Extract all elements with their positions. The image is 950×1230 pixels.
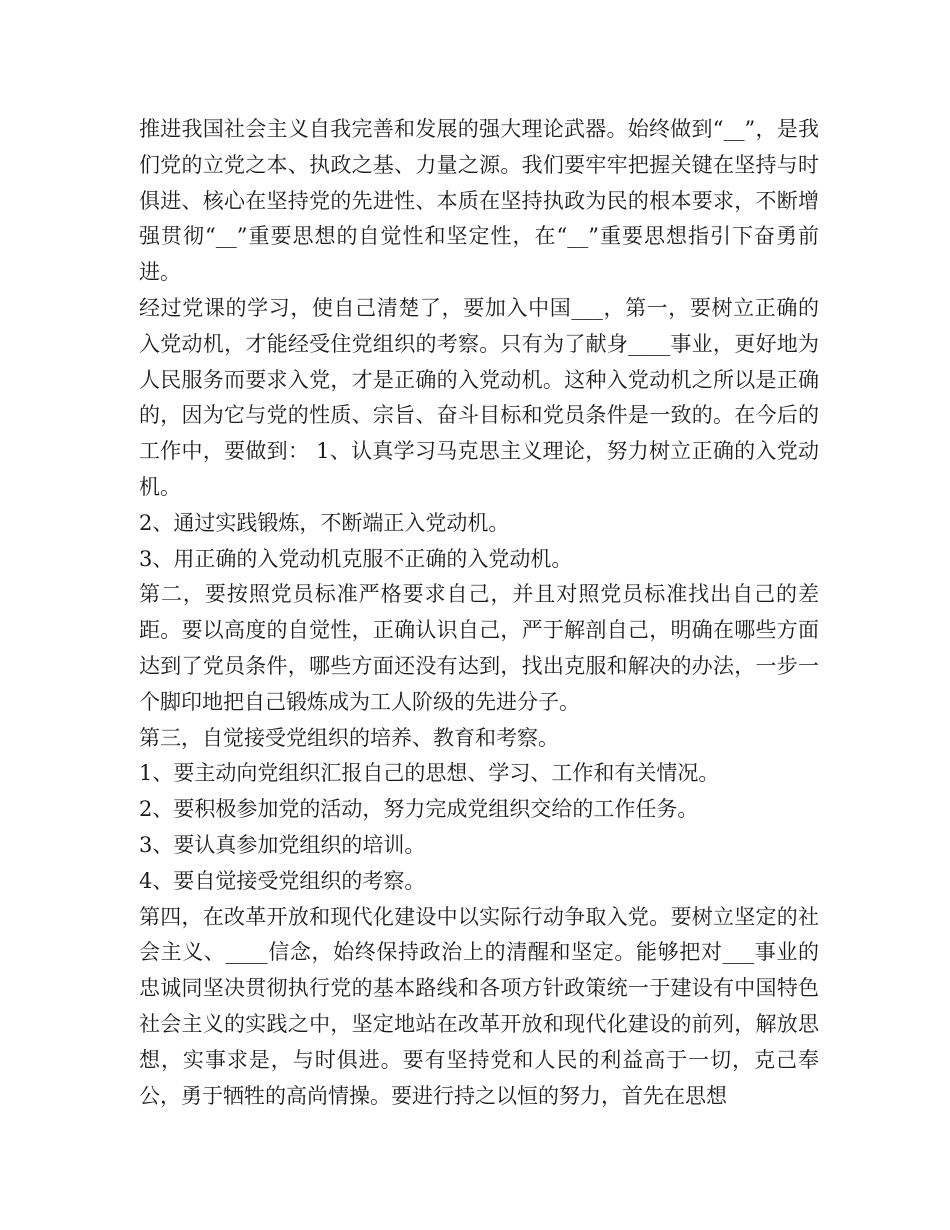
paragraph-4: 3、用正确的入党动机克服不正确的入党动机。	[139, 546, 573, 571]
paragraph-8: 2、要积极参加党的活动，努力完成党组织交给的工作任务。	[139, 797, 699, 822]
paragraph-2: 经过党课的学习，使自己清楚了，要加入中国___，第一，要树立正确的入党动机，才能经受住党组织的考察。只有为了献身____事业，更好地为人民服务而要求入党，才是正确的入党动机。这种入党动机之所以是正确的，因为它与党的性质、宗旨、奋斗目标和党员条件是一致的。在今后的工作中，要做到： 1、认真学习马克思主义理论，努力树立正确的入党动机。	[139, 295, 819, 499]
paragraph-11: 第四，在改革开放和现代化建设中以实际行动争取入党。要树立坚定的社会主义、____信念，始终保持政治上的清醒和坚定。能够把对___事业的忠诚同坚决贯彻执行党的基本路线和各项方针政策统一于建设有中国特色社会主义的实践之中，坚定地站在改革开放和现代化建设的前列，解放思想，实事求是，与时俱进。要有坚持党和人民的利益高于一切，克己奉公，勇于牺牲的高尚情操。要进行持之以恒的努力，首先在思想	[139, 904, 819, 1108]
paragraph-10: 4、要自觉接受党组织的考察。	[139, 868, 426, 893]
paragraph-7: 1、要主动向党组织汇报自己的思想、学习、工作和有关情况。	[139, 761, 720, 786]
body-text	[139, 112, 819, 1114]
paragraph-1: 推进我国社会主义自我完善和发展的强大理论武器。始终做到“__”，是我们党的立党之本、执政之基、力量之源。我们要牢牢把握关键在坚持与时俱进、核心在坚持党的先进性、本质在坚持执政为民的根本要求，不断增强贯彻“__”重要思想的自觉性和坚定性，在“__”重要思想指引下奋勇前进。	[139, 117, 819, 285]
paragraph-9: 3、要认真参加党组织的培训。	[139, 832, 426, 857]
paragraph-3: 2、通过实践锻炼，不断端正入党动机。	[139, 510, 510, 535]
paragraph-5: 第二，要按照党员标准严格要求自己，并且对照党员标准找出自己的差距。要以高度的自觉性，正确认识自己，严于解剖自己，明确在哪些方面达到了党员条件，哪些方面还没有达到，找出克服和解决的办法，一步一个脚印地把自己锻炼成为工人阶级的先进分子。	[139, 582, 819, 714]
paragraph-6: 第三，自觉接受党组织的培养、教育和考察。	[139, 725, 559, 750]
